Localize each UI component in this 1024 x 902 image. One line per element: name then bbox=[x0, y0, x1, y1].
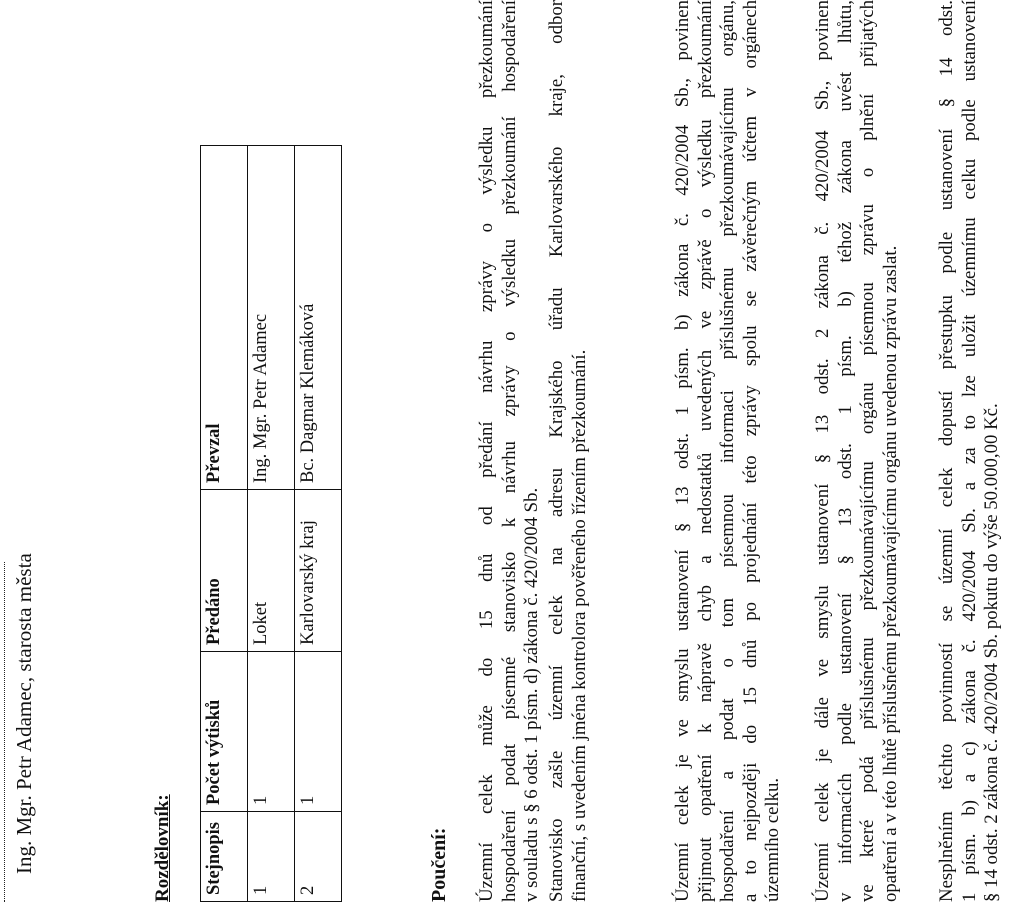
table-cell: Ing. Mgr. Petr Adamec bbox=[248, 146, 295, 490]
table-cell: 1 bbox=[295, 652, 342, 812]
table-row bbox=[248, 146, 295, 902]
table-cell: 2 bbox=[295, 812, 342, 902]
paragraph-line: 1 písm. b) a c) zákona č. 420/2004 Sb. a za to lze uložit územnímu celku podle ustanovení bbox=[958, 0, 980, 902]
paragraph-line: hospodaření podat písemné stanovisko k návrhu zprávy o výsledku přezkoumání hospodaření bbox=[498, 0, 520, 902]
notice-heading: Poučení: bbox=[428, 827, 450, 902]
column-header-count: Počet výtisků bbox=[201, 652, 248, 812]
paragraph-line: Stanovisko zašle územní celek na adresu Krajského úřadu Karlovarského kraje, odbor bbox=[546, 0, 567, 902]
column-header-copy: Stejnopis bbox=[201, 812, 248, 902]
distribution-table bbox=[200, 145, 342, 902]
paragraph-line: finanční, s uvedením jména kontrolora pověřeného řízením přezkoumání. bbox=[568, 349, 590, 902]
paragraph-line: v souladu s § 6 odst. 1 písm. d) zákona č. 420/2004 Sb. bbox=[521, 487, 543, 902]
paragraph-line: v informacích podle ustanovení § 13 odst. 1 písm. b) téhož zákona uvést lhůtu, bbox=[834, 0, 856, 902]
signature-line bbox=[4, 562, 5, 902]
notice-paragraph-obligation bbox=[672, 0, 785, 902]
column-header-received-by: Převzal bbox=[201, 146, 248, 490]
notice-paragraph-deadline bbox=[476, 0, 544, 902]
table-row bbox=[295, 146, 342, 902]
paragraph-line: Územní celek je ve smyslu ustanovení § 13 odst. 1 písm. b) zákona č. 420/2004 Sb., povinen bbox=[672, 0, 693, 902]
signatory-name: Ing. Mgr. Petr Adamec, starosta města bbox=[12, 553, 36, 874]
paragraph-line: územního celku. bbox=[762, 777, 784, 902]
table-cell: 1 bbox=[248, 812, 295, 902]
paragraph-line: § 14 odst. 2 zákona č. 420/2004 Sb. pokutu do výše 50.000,00 Kč. bbox=[981, 403, 1003, 902]
notice-paragraph-penalty bbox=[936, 0, 1004, 902]
paragraph-line: Územní celek může do 15 dnů od předání návrhu zprávy o výsledku přezkoumání bbox=[476, 0, 497, 902]
paragraph-line: hospodaření a podat o tom písemnou informaci příslušnému přezkoumávajícímu orgánu, bbox=[717, 0, 739, 902]
table-cell: Bc. Dagmar Klemáková bbox=[295, 146, 342, 490]
paragraph-line: Nesplněním těchto povinností se územní celek dopustí přestupku podle ustanovení § 14 odst. bbox=[936, 0, 957, 902]
paragraph-line: Územní celek je dále ve smyslu ustanovení § 13 odst. 2 zákona č. 420/2004 Sb., povinen bbox=[812, 0, 833, 902]
table-cell: Karlovarský kraj bbox=[295, 490, 342, 652]
column-header-handed-to: Předáno bbox=[201, 490, 248, 652]
paragraph-line: a to nejpozději do 15 dnů po projednání této zprávy spolu se závěrečným účtem v orgánech bbox=[739, 0, 761, 902]
table-cell: Loket bbox=[248, 490, 295, 652]
notice-paragraph-address bbox=[546, 0, 591, 902]
distribution-heading: Rozdělovník: bbox=[152, 794, 173, 902]
notice-paragraph-deadline-report bbox=[812, 0, 902, 902]
table-header-row bbox=[201, 146, 248, 902]
paragraph-line: přijmout opatření k nápravě chyb a nedostatků uvedených ve zprávě o výsledku přezkoumání bbox=[694, 0, 716, 902]
table-cell: 1 bbox=[248, 652, 295, 812]
paragraph-line: opatření a v této lhůtě příslušnému přezkoumávajícímu orgánu uvedenou zprávu zaslat. bbox=[879, 245, 901, 902]
paragraph-line: ve které podá příslušnému přezkoumávajícímu orgánu písemnou zprávu o plnění přijatých bbox=[857, 0, 879, 902]
